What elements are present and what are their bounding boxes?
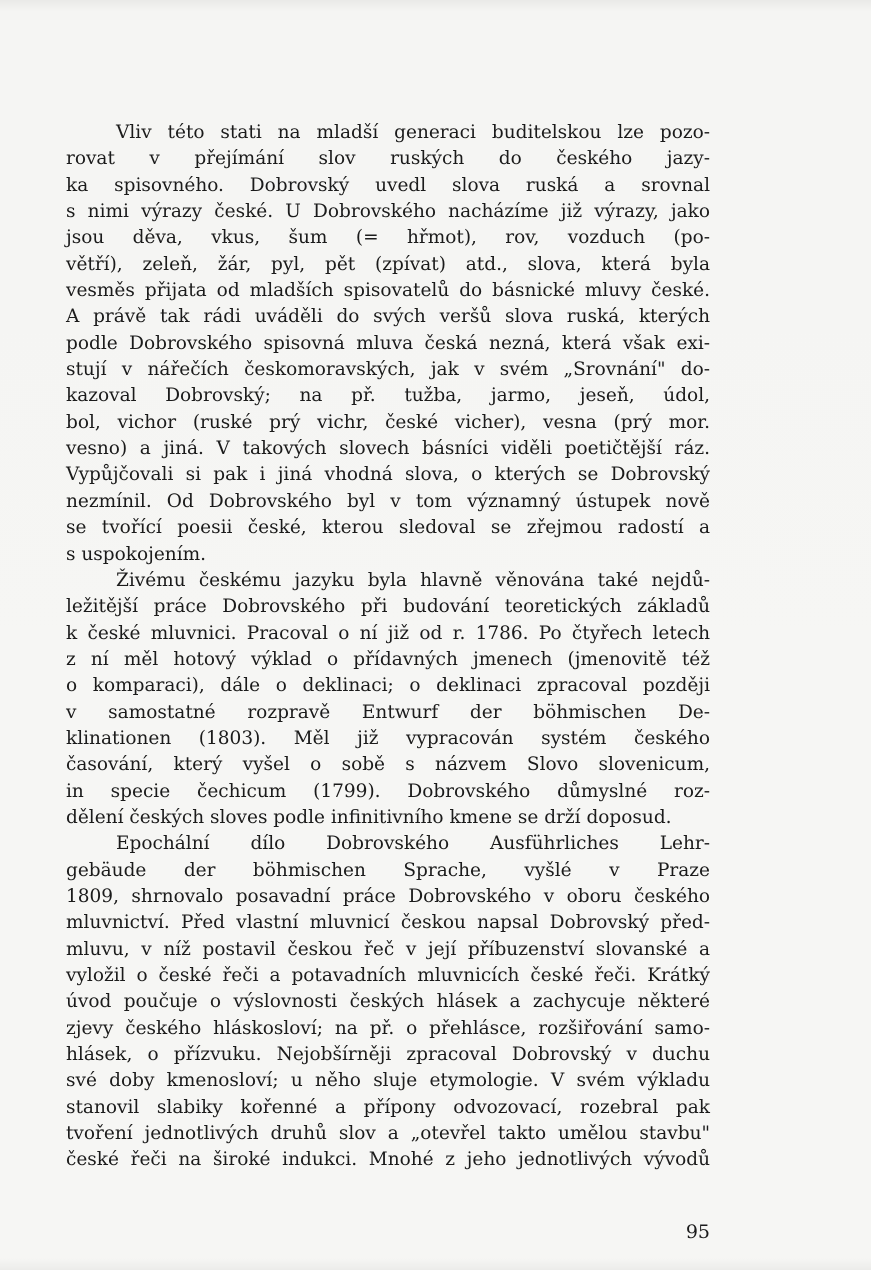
text-line: vesměs přijata od mladších spisovatelů do básnické mluvy české. — [66, 280, 710, 302]
text-line: kazoval Dobrovský; na př. tužba, jarmo, jeseň, údol, — [66, 385, 710, 407]
text-line: jsou děva, vkus, šum (= hřmot), rov, vozduch (po- — [66, 227, 710, 249]
text-line: k české mluvnici. Pracoval o ní již od r. 1786. Po čtyřech letech — [66, 622, 710, 644]
text-line: hlásek, o přízvuku. Nejobšírněji zpracoval Dobrovský v duchu — [66, 1044, 710, 1066]
text-line: dělení českých sloves podle infinitivního kmene se drží doposud. — [66, 806, 672, 828]
paragraph-1 — [66, 120, 710, 568]
text-line: úvod poučuje o výslovnosti českých hlásek a zachycuje některé — [66, 991, 710, 1013]
text-line: klinationen (1803). Měl již vypracován systém českého — [66, 727, 710, 749]
text-line: Vypůjčovali si pak i jiná vhodná slova, o kterých se Dobrovský — [66, 464, 710, 486]
text-line: své doby kmenosloví; u něho sluje etymologie. V svém výkladu — [66, 1070, 710, 1092]
text-line: Živému českému jazyku byla hlavně věnována také nejdů- — [116, 569, 710, 591]
text-line: mluvu, v níž postavil českou řeč v její příbuzenství slovanské a — [66, 938, 710, 960]
text-line: mluvnictví. Před vlastní mluvnicí českou napsal Dobrovský před- — [66, 912, 710, 934]
page-number: 95 — [685, 1221, 710, 1243]
text-line: Vliv této stati na mladší generaci buditelskou lze pozo- — [116, 122, 710, 143]
text-line: 1809, shrnovalo posavadní práce Dobrovského v oboru českého — [66, 885, 710, 907]
text-line: vyložil o české řeči a potavadních mluvnicích české řeči. Krátký — [66, 965, 710, 986]
text-line: o komparaci), dále o deklinaci; o deklinaci zpracoval později — [66, 675, 710, 697]
text-line: s uspokojením. — [66, 543, 207, 565]
text-line: v samostatné rozpravě Entwurf der böhmischen De- — [66, 701, 710, 723]
text-line: stují v nářečích českomoravských, jak v svém „Srovnání" do- — [66, 359, 710, 381]
paragraph-3 — [66, 831, 710, 1173]
text-line: ležitější práce Dobrovského při budování teoretických základů — [66, 596, 710, 618]
text-line: se tvořící poesii české, kterou sledoval se zřejmou radostí a — [66, 517, 710, 539]
text-line: z ní měl hotový výklad o přídavných jmenech (jmenovitě též — [66, 648, 710, 670]
text-line: s nimi výrazy české. U Dobrovského nacházíme již výrazy, jako — [66, 201, 710, 223]
text-line: české řeči na široké indukci. Mnohé z jeho jednotlivých vývodů — [66, 1149, 710, 1171]
text-line: gebäude der böhmischen Sprache, vyšlé v Praze — [66, 859, 710, 881]
body-text — [66, 120, 710, 1174]
text-line: Epochální dílo Dobrovského Ausführliches Lehr- — [116, 833, 710, 855]
text-line: tvoření jednotlivých druhů slov a „otevřel takto umělou stavbu" — [66, 1123, 710, 1145]
text-line: rovat v přejímání slov ruských do českého jazy- — [66, 148, 710, 170]
text-line: větří), zeleň, žár, pyl, pět (zpívat) atd., slova, která byla — [66, 253, 710, 275]
text-line: zjevy českého hláskosloví; na př. o přehlásce, rozšiřování samo- — [66, 1017, 710, 1039]
text-line: bol, vichor (ruské prý vichr, české vicher), vesna (prý mor. — [66, 411, 710, 433]
text-line: stanovil slabiky kořenné a přípony odvozovací, rozebral pak — [66, 1096, 710, 1118]
text-line: vesno) a jiná. V takových slovech básníci viděli poetičtější ráz. — [66, 438, 710, 460]
paragraph-2 — [66, 568, 710, 831]
text-line: ka spisovného. Dobrovský uvedl slova ruská a srovnal — [66, 174, 710, 196]
text-line: časování, který vyšel o sobě s názvem Slovo slovenicum, — [66, 754, 710, 776]
text-line: nezmínil. Od Dobrovského byl v tom významný ústupek nově — [66, 490, 710, 512]
text-line: A právě tak rádi uváděli do svých veršů slova ruská, kterých — [66, 306, 710, 328]
text-line: podle Dobrovského spisovná mluva česká nezná, která však exi- — [66, 332, 710, 354]
text-line: in specie čechicum (1799). Dobrovského důmyslné roz- — [66, 780, 710, 802]
